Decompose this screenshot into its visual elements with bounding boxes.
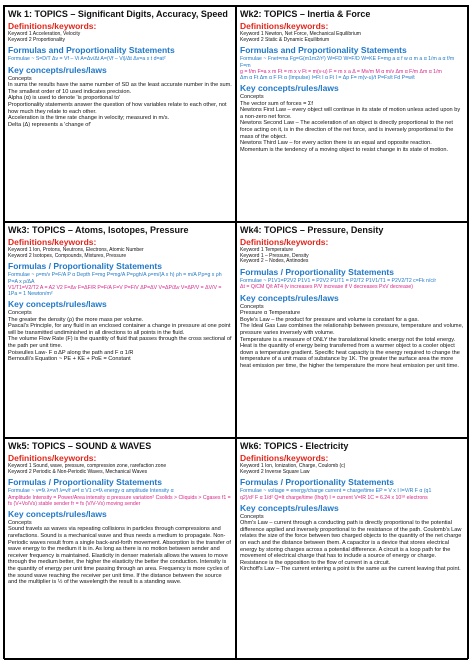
concept-line: Pascal's Principle, for any fluid in an enclosed container a change in pressure at one point will be transmitted undiminished in all directions to all points in the fluid. (8, 323, 231, 336)
keyword-line: Keyword 2 Periodic & Non-Periodic Waves, Mechanical Waves (8, 468, 148, 475)
topic-cell-1 (4, 6, 236, 222)
concept-line: Newtons First Law – every object will continue in its state of motion unless acted upon by a non-zero net force. (240, 107, 461, 120)
topic-title: Wk5: TOPICS – SOUND & WAVES (8, 441, 152, 451)
formula-line: Δt = Q/CM Q/t AT4 (v increases P/V increase if V decreases PxV decrease) (240, 284, 414, 291)
formula-line: Amplitude Intensity = Power/Area intensity α pressure variation² Csolids > Cliquids > Cgases f1 = fs (V+Vo/Vs) stable sender fr = fs (V/V-Vs) moving sender (8, 494, 231, 507)
concept-line: Momentum is the tendency of a moving object to resist change in its state of motion. (240, 146, 449, 153)
concept-line: Ohm's Law – current through a conducting path is directly proportional to the potential difference applied and inversely proportional to the resistance of the path. Coulomb's Law relates the size of the force between two charged objects to the quantity of the net charge on each and the distance between them. A capacitor is a device that stores electrical energy by storing charges across a potential difference. A circuit is a loop path for the movement of electrical charge that has to include a source of energy or charge. Resistance is the opposition to the flow of current in a circuit. (240, 520, 462, 566)
concept-line: Concepts (240, 513, 264, 520)
concept-line: Proportionality statements answer the question of how variables relate to each other, not how much they relate to each other. (8, 101, 227, 115)
formula-line: Formulae ~ ρ=m/v P=F/A P α Depth F=mg P=mg/A P=ρgh/A ρ=m/(A x h) ρh = m/A Pρ=g x ρh P=A x ρ/ΔA (8, 272, 222, 285)
keyword-line: Keyword 1 Ion, Ionization, Charge, Coulomb (c) (240, 462, 346, 469)
topic-cell-3 (4, 222, 236, 438)
concept-line: Concepts (8, 519, 32, 526)
concept-line: Newtons Third Law – for every action there is an equal and opposite reaction. (240, 140, 432, 147)
definitions-heading: Definitions/keywords: (8, 452, 97, 463)
concept-line: Kirchoff's Law – The current entering a point is the same as the current leaving that point. (240, 566, 461, 573)
formula-line: V1/T1=V2/T2 A = A2 V2 F=Δv F=ΔF/R P=F/A F=V P=F/V ΔP=ΔV V=ΔP/Δv V=ΔP/V = ΔV/V = (8, 284, 222, 291)
formula-line: Formulae ~ voltage = energy/charge current = charge/time EP = V x I I=V/R F α (q1 (240, 488, 432, 495)
concept-line: The Ideal Gas Law combines the relationship between pressure, temperature and volume, pressure varies inversely with volume. (240, 323, 464, 336)
formula-line: Formulae ~ P1V1=P2V2 P1V1 = P2V2 P1/T1 = P2/T2 P1V1/T1 = P2V2/T2 c=Fk n/c/r (240, 278, 437, 285)
keyword-line: Keyword 2 Proportionality (8, 36, 65, 43)
concept-line: The volume Flow Rate (F) is the quantity of fluid that passes through the cross sectional of the path per unit time. (8, 336, 232, 349)
formula-line: Δm α Ft Δm α F Ft α (Impulse) I=Ft I α Ft I = Δp F= m(v-u)/t P=Fs/t Fd P=w/t (240, 74, 415, 81)
keyword-line: Keyword 2 Static & Dynamic Equilibrium (240, 36, 330, 43)
topic-grid (3, 5, 469, 659)
definitions-heading: Definitions/keywords: (8, 236, 97, 247)
keyword-line: Keyword 2 – Nodes, Antinodes (240, 258, 309, 265)
formulas-heading: Formulas / Proportionality Statements (8, 261, 162, 272)
topic-cell-2 (236, 6, 468, 222)
formula-line: Formulae ~ S=D/T Δv = Vf – Vi A=Δv/Δt A=(Vf – Vi)/Δt Δv=a x t d=at² (8, 56, 166, 63)
keyword-line: Keyword 1 Newton, Net Force, Mechanical Equilibrium (240, 30, 361, 37)
topic-cell-4 (236, 222, 468, 438)
topic-cell-6 (236, 438, 468, 660)
concept-line: The smallest order of 10 used indicates precision. (8, 88, 132, 95)
formula-line: Formulae ~ Fnet=ma Fg=G(m1m2/r²) W=FD W=F/D W=KE F=mg a α f w α m a α 1/m a α f/m F=m (240, 56, 455, 69)
keyword-line: Keyword 1 Ion, Protons, Neutrons, Electrons, Atomic Number (8, 246, 144, 253)
topic-title: Wk2: TOPICS – Inertia & Force (240, 9, 371, 19)
laws-heading: Key concepts/rules/laws (8, 298, 107, 309)
formula-line: q2)/d² F α 1/d² Q=It charge/time (Ihq/t) I = current V=IR 1C = 6.24 x 10¹⁸ electrons (240, 494, 428, 501)
concept-line: Pressure α Temperature (240, 310, 301, 317)
concept-line: Concepts (8, 75, 32, 82)
keyword-line: Keyword 2 Inverse Square Law (240, 468, 310, 475)
topic-title: Wk6: TOPICS - Electricity (240, 441, 349, 451)
concept-line: Concepts (240, 93, 264, 100)
laws-heading: Key concepts/rules/laws (8, 508, 107, 519)
concept-line: Temperature is a measure of ONLY the translational kinetic energy not the total energy. Heat is the quantity of energy being transferred from a warmer object to a cooler object down a temperature gradient. Specific heat capacity is the energy required to change the temperature of a unit mass of substance by 1K. The greater the surface area the more heat emission per time, the higher the temperature the more heat emission per unit time. (240, 336, 460, 369)
definitions-heading: Definitions/keywords: (240, 236, 329, 247)
formulas-heading: Formulas and Proportionality Statements (8, 45, 175, 56)
concept-line: Sound travels as waves via repeating collisions in particles through compressions and rarefactions. Sound is a mechanical wave and thus needs a medium to propagate. Non-Periodic waves result from a single back-and-forth movement. Absorption is the transfer of wave energy to the medium it is in. As long as there is no motion between sender and receiver frequency is maintained. Elasticity in denser materials allows the waves to move through the medium better, the higher the elasticity the better the conduction. Intensity is the quantity of energy per unit time passing through an area. Frequency is more cycles of the sound wave reaching the receiver per unit time. If the distance between the source and the multiplier is ½ of the wavelength the result is a standing wave. (8, 526, 231, 586)
concept-line: In sums the results have the same number of SD as the least accurate number in the sum. (8, 82, 232, 89)
keyword-line: Keyword 1 Temperature (240, 246, 293, 253)
topic-title: Wk4: TOPICS – Pressure, Density (240, 225, 384, 235)
topic-title: Wk3: TOPICS – Atoms, Isotopes, Pressure (8, 225, 189, 235)
laws-heading: Key concepts/rules/laws (240, 502, 339, 513)
formulas-heading: Formulas / Proportionality Statements (240, 267, 394, 278)
concept-line: Newtons Second Law – The acceleration of an object is directly proportional to the net force acting on it, is in the direction of the net force, and is inversely proportional to the mass of the object. (240, 120, 454, 140)
formula-line: g = f/m F=a x m Ft = m x v Ft = m(v-u) F = m x a Δ = Mv/m M α m/v Δm α F/m Δm α 1/m (240, 68, 442, 75)
definitions-heading: Definitions/keywords: (8, 20, 97, 31)
concept-line: The vector sum of forces = Σf (240, 100, 313, 107)
topic-title: Wk 1: TOPICS – Significant Digits, Accuracy, Speed (8, 9, 228, 19)
formulas-heading: Formulas and Proportionality Statements (240, 45, 407, 56)
laws-heading: Key concepts/rules/laws (240, 292, 339, 303)
concept-line: Alpha (α) is used to denote 'is proportional to' (8, 95, 121, 102)
keyword-line: Keyword 1 – Pressure, Density (240, 252, 309, 259)
keyword-line: Keyword 2 Isotopes, Compounds, Mixtures, Pressure (8, 252, 127, 259)
laws-heading: Key concepts/rules/laws (240, 82, 339, 93)
formula-line: Formulae ~ v=fλ λ=v/f λ=v/f a=f α V1 c=fλ energy α amplitude Intensity α (8, 488, 174, 495)
concept-line: Delta (Δ) represents a 'change of' (8, 121, 91, 128)
formula-line: 1Pa = 1 Newton/m² (8, 290, 53, 297)
keyword-line: Keyword 1 Sound, wave, pressure, compression zone, rarefaction zone (8, 462, 167, 469)
concept-line: Boyle's Law – the product for pressure and volume is constant for a gas. (240, 316, 419, 323)
concept-line: Acceleration is the time rate change in velocity; measured in m/s. (8, 115, 170, 122)
laws-heading: Key concepts/rules/laws (8, 64, 107, 75)
concept-line: Concepts (240, 303, 264, 310)
keyword-line: Keyword 1 Acceleration, Velocity (8, 30, 81, 37)
definitions-heading: Definitions/keywords: (240, 452, 329, 463)
concept-line: Poiseulles Law- F α ΔP along the path and F α 1/R (8, 349, 134, 356)
formulas-heading: Formulas / Proportionality Statements (240, 477, 394, 488)
concept-line: Concepts (8, 309, 32, 316)
formulas-heading: Formulas / Proportionality Statements (8, 477, 162, 488)
concept-line: The greater the density (ρ) the more mass per volume. (8, 316, 144, 323)
concept-line: Bernoulli's Equation ~ PE + KE + PoE = Constant (8, 356, 131, 363)
definitions-heading: Definitions/keywords: (240, 20, 329, 31)
topic-cell-5 (4, 438, 236, 660)
